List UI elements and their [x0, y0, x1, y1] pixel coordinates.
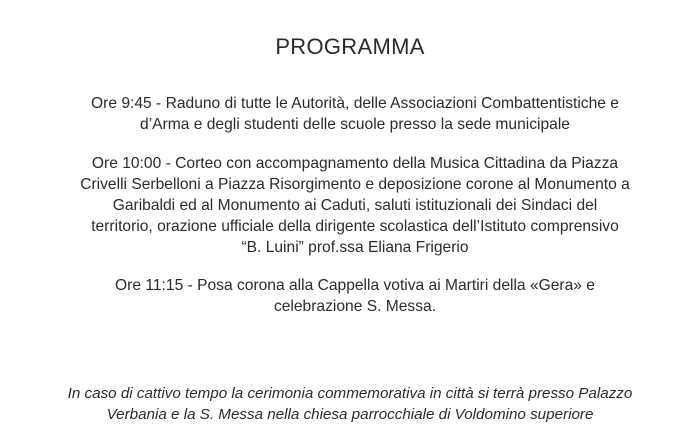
- schedule-line: “B. Luini” prof.ssa Eliana Frigerio: [241, 239, 469, 256]
- schedule-item-0945: [30, 93, 680, 135]
- note-line: In caso di cattivo tempo la cerimonia commemorativa in città si terrà presso Palazzo: [67, 385, 633, 402]
- note-line: Verbania e la S. Messa nella chiesa parrocchiale di Voldomino superiore: [106, 406, 594, 423]
- schedule-line: Ore 11:15 - Posa corona alla Cappella votiva ai Martiri della «Gera» e: [115, 277, 595, 294]
- schedule-item-1115: [30, 275, 680, 317]
- schedule-item-1000: [30, 153, 680, 258]
- schedule-line: Ore 10:00 - Corteo con accompagnamento della Musica Cittadina da Piazza: [91, 155, 619, 172]
- page-title: PROGRAMMA: [275, 34, 425, 59]
- schedule-line: d’Arma e degli studenti delle scuole presso la sede municipale: [140, 116, 570, 133]
- schedule-line: territorio, orazione ufficiale della dirigente scolastica dell’Istituto comprensivo: [91, 218, 619, 235]
- schedule-line: Garibaldi ed al Monumento ai Caduti, saluti istituzionali dei Sindaci del: [112, 197, 598, 214]
- schedule-line: celebrazione S. Messa.: [273, 298, 437, 315]
- bad-weather-note: [10, 383, 690, 425]
- schedule-line: Crivelli Serbelloni a Piazza Risorgimento e deposizione corone al Monumento a: [80, 176, 630, 193]
- schedule-line: Ore 9:45 - Raduno di tutte le Autorità, delle Associazioni Combattentistiche e: [91, 95, 619, 112]
